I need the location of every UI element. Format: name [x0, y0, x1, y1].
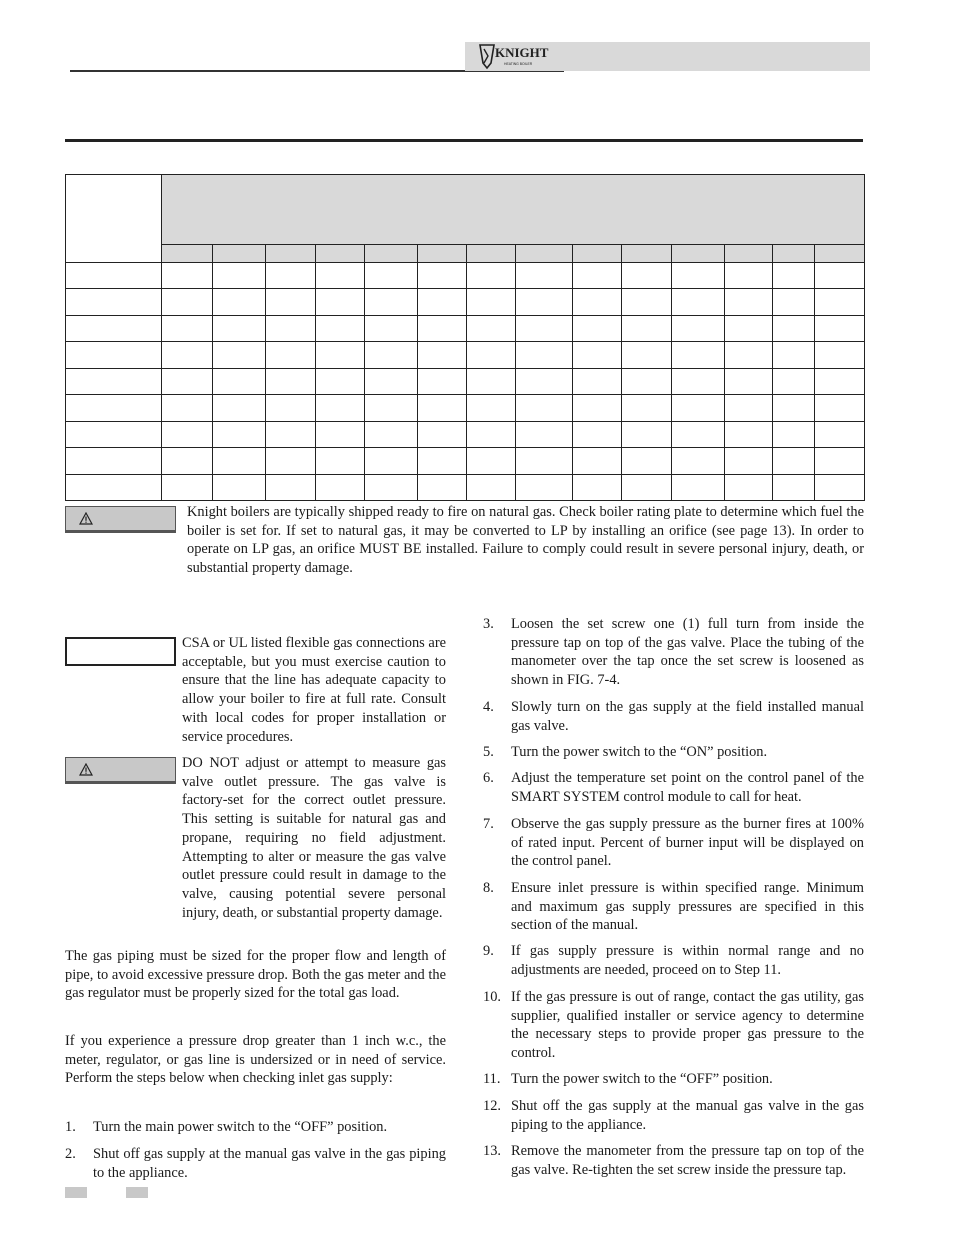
table-row [66, 395, 865, 421]
step-text: Loosen the set screw one (1) full turn from inside the pressure tap on top of the gas valve. Place the tubing of the manometer over the tap once the set screw is loosened as shown in FIG. 7-4. [511, 616, 864, 689]
step-text: If the gas pressure is out of range, contact the gas utility, gas supplier, qualified installer or service agency to determine the necessary steps to provide proper gas pressure to the control. [511, 989, 864, 1062]
footer-tab-left [65, 1187, 87, 1198]
flex-caution-badge [65, 637, 176, 666]
table-row [66, 474, 865, 501]
step-number: 10. [483, 989, 501, 1005]
table-row [66, 448, 865, 474]
step-number: 7. [483, 816, 494, 832]
step-text: Turn the power switch to the “OFF” position. [511, 1071, 773, 1087]
table-row [66, 289, 865, 315]
knight-logo [478, 42, 554, 71]
lp-warning-badge [65, 506, 176, 533]
sizing-paragraph: The gas piping must be sized for the proper flow and length of pipe, to avoid excessive pressure drop. Both the gas meter and the gas regulator must be properly sized for the total gas load. [65, 948, 446, 1002]
valve-warning-text: DO NOT adjust or attempt to measure gas valve outlet pressure. The gas valve is factory-set for the correct outlet pressure. This setting is suitable for natural gas and propane, requiring no field adjustment. Attempting to alter or measure the gas valve outlet pressure could result in damage to the valve, causing potential severe personal injury, death, or substantial property damage. [182, 755, 446, 921]
valve-warning-badge [65, 757, 176, 784]
step-text: Observe the gas supply pressure as the burner fires at 100% of rated input. Percent of burner input will be displayed on the control panel. [511, 816, 864, 870]
step-number: 8. [483, 880, 494, 896]
step-number: 1. [65, 1119, 76, 1135]
pressure-drop-paragraph: If you experience a pressure drop greater than 1 inch w.c., the meter, regulator, or gas line is undersized or in need of service. Perform the steps below when checking inlet gas supply: [65, 1033, 446, 1087]
step-number: 6. [483, 770, 494, 786]
gas-supply-table [65, 174, 865, 501]
table-row [66, 368, 865, 394]
step-text: Ensure inlet pressure is within specified range. Minimum and maximum gas supply pressures are specified in this section of the manual. [511, 880, 864, 934]
step-number: 2. [65, 1146, 76, 1162]
warning-triangle-icon [79, 763, 93, 776]
table-row [66, 315, 865, 341]
step-number: 4. [483, 699, 494, 715]
table-row [66, 263, 865, 289]
step-text: Turn the power switch to the “ON” position. [511, 744, 768, 760]
step-text: Adjust the temperature set point on the control panel of the SMART SYSTEM control module to call for heat. [511, 770, 864, 805]
step-number: 3. [483, 616, 494, 632]
step-number: 5. [483, 744, 494, 760]
step-text: Slowly turn on the gas supply at the field installed manual gas valve. [511, 699, 864, 734]
step-number: 13. [483, 1143, 501, 1159]
lp-warning-text: Knight boilers are typically shipped ready to fire on natural gas. Check boiler rating plate to determine which fuel the boiler is set for. If set to natural gas, it may be converted to LP by installing an orifice (see page 13). In order to operate on LP gas, an orifice MUST BE installed. Failure to comply could result in severe personal injury, death, or substantial property damage. [187, 504, 864, 577]
warning-triangle-icon [79, 512, 93, 525]
flex-caution-text: CSA or UL listed flexible gas connections are acceptable, but you must exercise caution to ensure that the line has adequate capacity to allow your boiler to fire at full rate. Consult with local codes for proper installation or service procedures. [182, 635, 446, 745]
table-subheader-row [66, 245, 865, 263]
table-header-band [162, 175, 865, 245]
step-text: Shut off the gas supply at the manual gas valve in the gas piping to the appliance. [511, 1098, 864, 1133]
table-row [66, 421, 865, 447]
table-row [66, 342, 865, 368]
step-text: Remove the manometer from the pressure tap on top of the gas valve. Re-tighten the set screw inside the pressure tap. [511, 1143, 864, 1178]
step-text: If gas supply pressure is within normal range and no adjustments are needed, proceed on to Step 11. [511, 943, 864, 978]
footer-tab-right [126, 1187, 148, 1198]
step-number: 11. [483, 1071, 501, 1087]
logo-wordmark: KNIGHT [495, 45, 549, 60]
step-number: 9. [483, 943, 494, 959]
step-text: Turn the main power switch to the “OFF” position. [93, 1119, 388, 1135]
step-text: Shut off gas supply at the manual gas valve in the gas piping to the appliance. [93, 1146, 446, 1181]
table-corner-cell [66, 175, 162, 263]
step-number: 12. [483, 1098, 501, 1114]
logo-tagline: HEATING BOILER [504, 62, 533, 66]
section-title-rule [65, 139, 863, 142]
